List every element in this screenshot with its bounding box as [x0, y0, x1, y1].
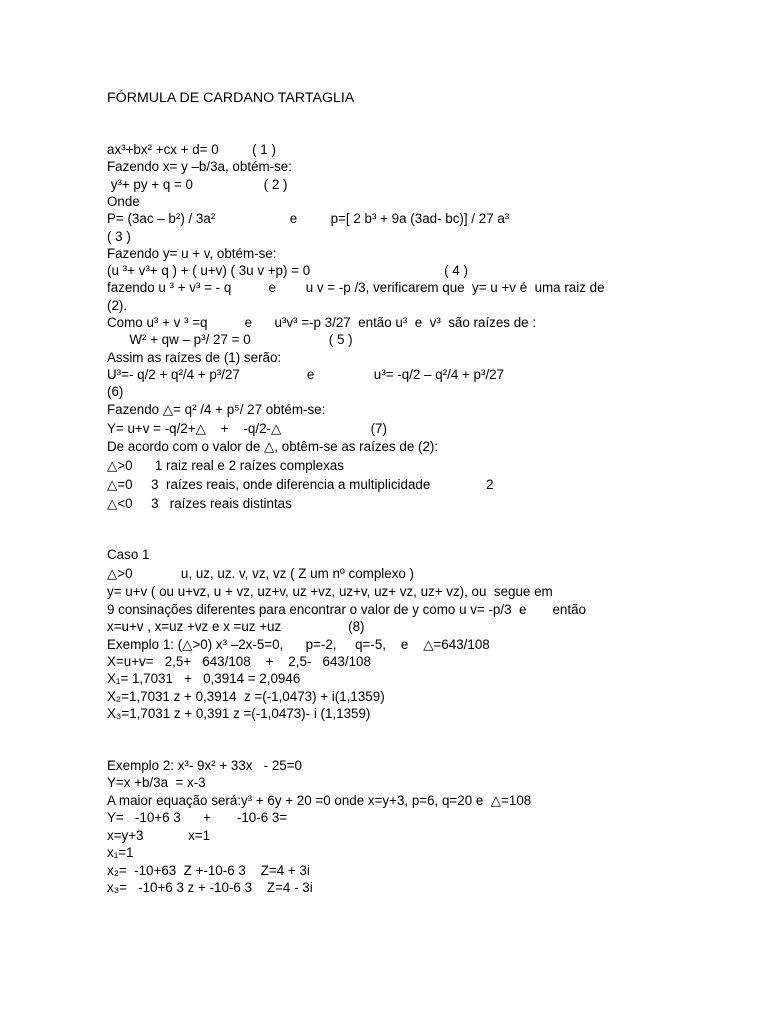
equation-line: X₂=1,7031 z + 0,3914 z =(-1,0473) + i(1,1359) — [107, 689, 385, 704]
example-line: Exemplo 2: x³- 9x² + 33x - 25=0 — [107, 758, 302, 773]
equation-line: Y= -10+6 3 + -10-6 3= — [107, 810, 288, 825]
text-line: (2). — [107, 298, 128, 313]
equation-line: x₂= -10+63 Z +-10-6 3 Z=4 + 3i — [107, 863, 310, 878]
equation-line: x₃= -10+6 3 z + -10-6 3 Z=4 - 3i — [107, 880, 313, 895]
case-line: △=0 3 raízes reais, onde diferencia a multiplicidade 2 — [107, 477, 494, 492]
text-line: fazendo u ³ + v³ = - q e u v = -p /3, verificarem que y= u +v é uma raiz de — [107, 280, 605, 295]
case-line: △>0 1 raiz real e 2 raízes complexas — [107, 458, 344, 473]
equation-line: Y=x +b/3a = x-3 — [107, 775, 206, 790]
case-line: △<0 3 raízes reais distintas — [107, 496, 292, 511]
text-line: Fazendo y= u + v, obtém-se: — [107, 246, 277, 261]
text-line: Fazendo △= q² /4 + p⁵/ 27 obtém-se: — [107, 402, 326, 417]
text-line: Onde — [107, 194, 140, 209]
text-line: Como u³ + v ³ =q e u³v³ =-p 3/27 então u³ e v³ são raízes de : — [107, 315, 537, 330]
equation-line: Y= u+v = -q/2+△ + -q/2-△ (7) — [107, 421, 387, 436]
equation-line: X₁= 1,7031 + 0,3914 = 2,0946 — [107, 671, 301, 686]
heading-line: Caso 1 — [107, 547, 150, 562]
text-line: △>0 u, uz, uz. v, vz, vz ( Z um nº complexo ) — [107, 566, 415, 581]
equation-line: W² + qw – p³/ 27 = 0 ( 5 ) — [107, 332, 353, 347]
equation-line: y³+ py + q = 0 ( 2 ) — [107, 177, 288, 192]
equation-line: x₁=1 — [107, 845, 134, 860]
text-line: 9 consinações diferentes para encontrar o valor de y como u v= -p/3 e então — [107, 602, 586, 617]
equation-line: U³=- q/2 + q²/4 + p³/27 e u³= -q/2 – q²/4 + p³/27 — [107, 367, 505, 382]
example-line: Exemplo 1: (△>0) x³ –2x-5=0, p=-2, q=-5, e △=643/108 — [107, 637, 490, 652]
text-line: Assim as raízes de (1) serão: — [107, 350, 282, 365]
equation-line: X=u+v= 2,5+ 643/108 + 2,5- 643/108 — [107, 654, 371, 669]
equation-line: x=u+v , x=uz +vz e x =uz +uz (8) — [107, 619, 365, 634]
text-line: y= u+v ( ou u+vz, u + vz, uz+v, uz +vz, uz+v, uz+ vz, uz+ vz), ou segue em — [107, 584, 553, 599]
text-line: A maior equação será:y³ + 6y + 20 =0 onde x=y+3, p=6, q=20 e △=108 — [107, 793, 532, 808]
equation-line: X₃=1,7031 z + 0,391 z =(-1,0473)- i (1,1359) — [107, 706, 371, 721]
equation-line: x=y+3 x=1 — [107, 828, 211, 843]
equation-number: (6) — [107, 384, 124, 399]
equation-line: P= (3ac – b²) / 3a² e p=[ 2 b³ + 9a (3ad- bc)] / 27 a³ — [107, 211, 510, 226]
equation-line: (u ³+ v³+ q ) + ( u+v) ( 3u v +p) = 0 ( 4 ) — [107, 263, 468, 278]
text-line: Fazendo x= y –b/3a, obtém-se: — [107, 159, 292, 174]
text-line: De acordo com o valor de △, obtêm-se as raízes de (2): — [107, 439, 439, 454]
equation-line: ax³+bx² +cx + d= 0 ( 1 ) — [107, 142, 276, 157]
equation-number: ( 3 ) — [107, 229, 131, 244]
document-title: FÓRMULA DE CARDANO TARTAGLIA — [107, 90, 355, 106]
